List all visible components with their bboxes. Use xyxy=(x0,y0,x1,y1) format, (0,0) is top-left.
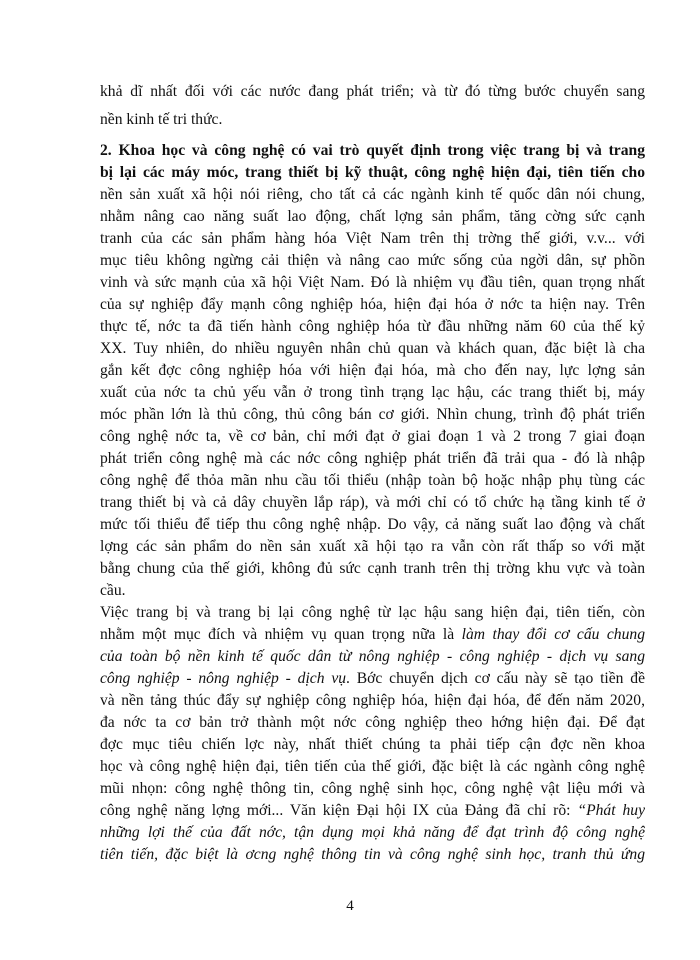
text-line: gắn kết đợc công nghiệp hóa với hiện đại hóa, mà cho đến nay, lực lợng sản xyxy=(100,362,645,379)
intro-text xyxy=(100,78,645,134)
page-number: 4 xyxy=(346,898,354,914)
text-line: cầu. xyxy=(100,582,126,599)
text-run: nhằm một mục đích và nhiệm vụ quan trọng nữa là xyxy=(100,626,462,643)
text-line: móc phần lớn là thủ công, thủ công bán cơ giới. Nhìn chung, trình độ phát triển xyxy=(100,406,645,423)
italic-run: “Phát huy xyxy=(577,802,645,819)
section-2 xyxy=(100,140,645,866)
text-line xyxy=(100,800,645,822)
text-line: công nghệ nớc ta, về cơ bản, chỉ mới đạt ở giai đoạn 1 và 2 trong 7 giai đoạn xyxy=(100,428,645,445)
text-line: nhằm nâng cao năng suất lao động, chất lợng sản phẩm, tăng cờng sức cạnh xyxy=(100,208,645,225)
section-heading-line: bị lại các máy móc, trang thiết bị kỹ thuật, công nghệ hiện đại, tiên tiến cho xyxy=(100,164,645,181)
text-line: tranh của các sản phẩm hàng hóa Việt Nam trên thị trờng thế giới, v.v... với xyxy=(100,230,645,247)
text-line: mức tối thiểu để tiếp thu công nghệ nhập. Do vậy, cả năng suất lao động và chất xyxy=(100,516,645,533)
text-line: khả dĩ nhất đối với các nước đang phát triển; và từ đó từng bước chuyển sang xyxy=(100,83,645,100)
text-line: nền sản xuất xã hội nói riêng, cho tất cả các ngành kinh tế quốc dân nói chung, xyxy=(100,186,645,203)
section-heading-line: 2. Khoa học và công nghệ có vai trò quyết định trong việc trang bị và trang xyxy=(100,142,645,159)
text-line: XX. Tuy nhiên, do nhiều nguyên nhân chủ quan và khách quan, đặc biệt là cha xyxy=(100,340,645,357)
text-line: nền kinh tế tri thức. xyxy=(100,111,223,128)
text-line: của sự nghiệp đẩy mạnh công nghiệp hóa, hiện đại hóa ở nớc ta hiện nay. Trên xyxy=(100,296,645,313)
text-line: những lợi thế của đất nớc, tận dụng mọi khả năng để đạt trình độ công nghệ xyxy=(100,824,645,841)
text-run: công nghệ năng lợng mới... Văn kiện Đại hội IX của Đảng đã chỉ rõ: xyxy=(100,802,578,819)
text-line: trang thiết bị và cả dây chuyền lắp ráp), và mới chỉ có tổ chức hạ tầng kinh tế ở xyxy=(100,494,645,511)
text-line: mục tiêu không ngừng cải thiện và nâng cao mức sống của ngời dân, sự phồn xyxy=(100,252,645,269)
text-line xyxy=(100,624,645,646)
text-line: của toàn bộ nền kinh tế quốc dân từ nông nghiệp - công nghiệp - dịch vụ sang xyxy=(100,648,645,665)
text-line: xuất của nớc ta chủ yếu vẫn ở trong tình trạng lạc hậu, các trang thiết bị, máy xyxy=(100,384,645,401)
text-line: Việc trang bị và trang bị lại công nghệ từ lạc hậu sang hiện đại, tiên tiến, còn xyxy=(100,604,645,621)
italic-run: công nghiệp - nông nghiệp - dịch vụ xyxy=(100,670,347,687)
text-line: học và công nghệ hiện đại, tiên tiến của thế giới, đặc biệt là các ngành công nghệ xyxy=(100,758,645,775)
text-line: đợc mục tiêu chiến lợc này, nhất thiết chúng ta phải tiếp cận đợc nền khoa xyxy=(100,736,645,753)
text-line: phát triển công nghệ mà các nớc công nghiệp phát triển đã trải qua - đó là nhập xyxy=(100,450,645,467)
text-line: tiên tiến, đặc biệt là ơcng nghệ thông tin và công nghệ sinh học, tranh thủ ứng xyxy=(100,846,645,863)
text-line: thực tế, nớc ta đã tiến hành công nghiệp hóa từ đầu những năm 60 của thế kỷ xyxy=(100,318,645,335)
text-line: và nền tảng thúc đẩy sự nghiệp công nghiệp hóa, hiện đại hóa, để đến năm 2020, xyxy=(100,692,645,709)
text-line: đa nớc ta cơ bản trở thành một nớc công nghiệp theo hớng hiện đại. Để đạt xyxy=(100,714,645,731)
text-line: mũi nhọn: công nghệ thông tin, công nghệ sinh học, công nghệ vật liệu mới và xyxy=(100,780,645,797)
text-run: . Bớc chuyển dịch cơ cấu này sẽ tạo tiền đề xyxy=(346,670,645,687)
italic-run: làm thay đổi cơ cấu chung xyxy=(461,626,645,643)
text-line xyxy=(100,668,645,690)
text-line: công nghệ để thỏa mãn nhu cầu tối thiểu (nhập toàn bộ hoặc nhập phụ tùng các xyxy=(100,472,645,489)
text-line: bằng chung của thế giới, không đủ sức cạnh tranh trên thị trờng khu vực và toàn xyxy=(100,560,645,577)
text-line: lợng các sản phẩm do nền sản xuất xã hội tạo ra vẫn còn rất thấp so với mặt xyxy=(100,538,645,555)
text-line: vinh và sức mạnh của xã hội Việt Nam. Đó là nhiệm vụ đầu tiên, quan trọng nhất xyxy=(100,274,645,291)
